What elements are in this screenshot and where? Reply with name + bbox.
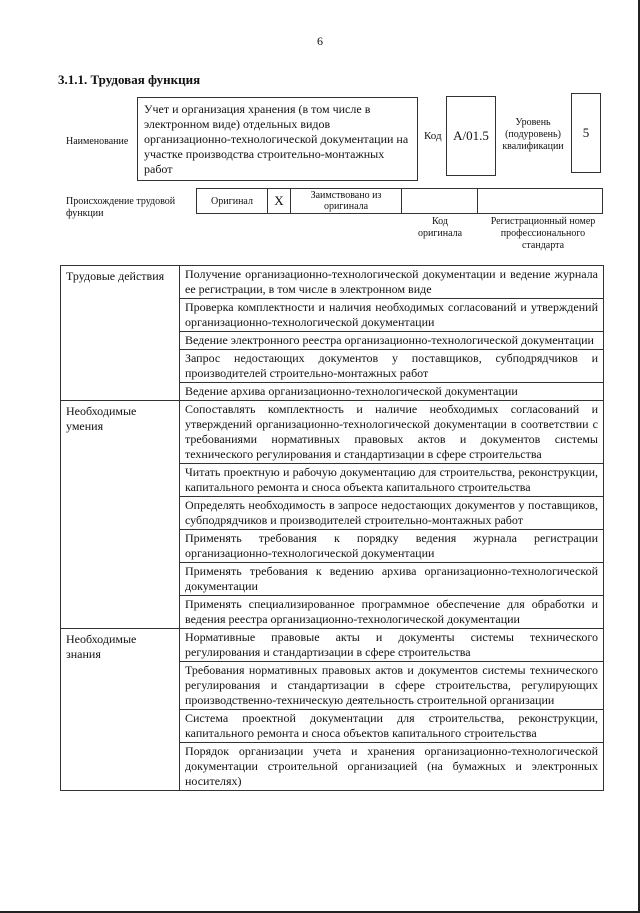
reg-number-caption: Регистрационный номер профессионального стандарта [490,216,596,251]
origin-borrowed-cell: Заимствовано из оригинала [291,189,402,214]
table-cell: Определять необходимость в запросе недостающих документов у поставщиков, субподрядчиков и производителей строительно-монтажных работ [180,497,604,530]
table-row [61,629,604,662]
table-cell: Применять требования к порядку ведения журнала регистрации организационно-технологической документации [180,530,604,563]
section-title-knowledge: Необходимые знания [61,629,180,791]
name-label: Наименование [66,136,129,147]
section-title-skills: Необходимые умения [61,401,180,629]
qualification-level-box: 5 [571,93,601,173]
table-cell: Читать проектную и рабочую документацию для строительства, реконструкции, капитального ремонта и сноса объекта капитального строительства [180,464,604,497]
section-title: 3.1.1. Трудовая функция [58,72,201,87]
table-cell: Нормативные правовые акты и документы системы технического регулирования и стандартизации в сфере строительства [180,629,604,662]
table-cell: Ведение электронного реестра организационно-технологической документации [180,332,604,350]
origin-table [196,188,603,214]
table-cell: Сопоставлять комплектность и наличие необходимых согласований и утверждений организационно-технологической документации в соответствии с требованиями нормативных правовых актов и документов системы технического регулирования и стандартизации в сфере строительства [180,401,604,464]
qualification-level-label: Уровень (подуровень) квалификации [502,117,564,152]
table-cell: Запрос недостающих документов у поставщиков, субподрядчиков и производителей строительно-монтажных работ [180,350,604,383]
labor-function-table [60,265,604,791]
origin-code-cell [402,189,478,214]
origin-label: Происхождение трудовой функции [66,196,176,219]
table-row [61,266,604,299]
page-number: 6 [317,34,323,48]
table-cell: Проверка комплектности и наличия необходимых согласований и утверждений организационно-технологической документации [180,299,604,332]
table-cell: Получение организационно-технологической документации и ведение журнала ее регистрации, в том числе в электронном виде [180,266,604,299]
table-row [61,401,604,464]
origin-mark-cell: X [268,189,291,214]
section-title-actions: Трудовые действия [61,266,180,401]
function-name-box: Учет и организация хранения (в том числе в электронном виде) отдельных видов организационно-технологической документации на участке производства строительно-монтажных работ [137,97,418,181]
code-value-box: A/01.5 [446,96,496,176]
table-cell: Применять требования к ведению архива организационно-технологической документации [180,563,604,596]
table-cell: Применять специализированное программное обеспечение для обработки и ведения реестра организационно-технологической документации [180,596,604,629]
origin-reg-cell [478,189,603,214]
origin-original-cell: Оригинал [197,189,268,214]
table-cell: Требования нормативных правовых актов и документов системы технического регулирования и стандартизации в сфере строительства, регулирующих производственно-техническую деятельность строительной организации [180,662,604,710]
code-original-caption: Код оригинала [417,216,463,239]
code-label: Код [424,130,442,142]
table-cell: Ведение архива организационно-технологической документации [180,383,604,401]
table-cell: Система проектной документации для строительства, реконструкции, капитального ремонта и сноса объектов капитального строительства [180,710,604,743]
table-cell: Порядок организации учета и хранения организационно-технологической документации строительной организацией (на бумажных и электронных носителях) [180,743,604,791]
